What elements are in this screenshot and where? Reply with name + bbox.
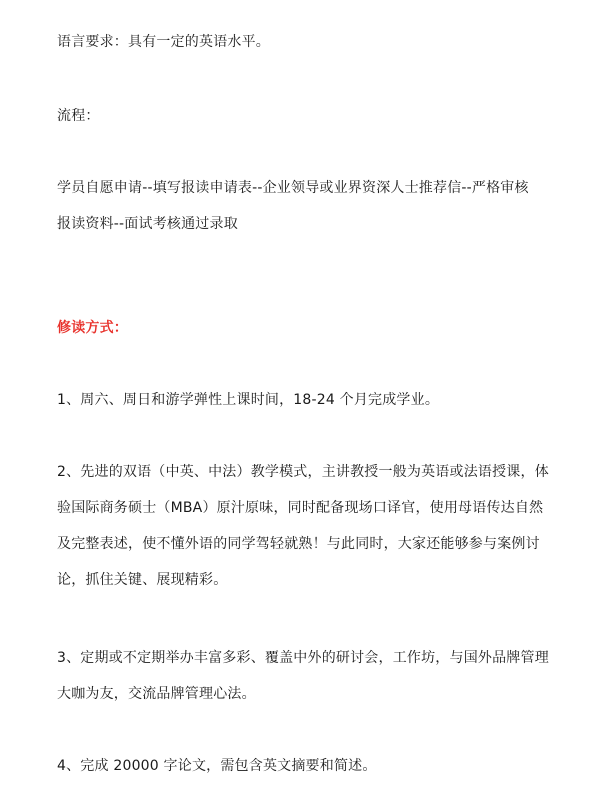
item-3-line-1: 3、定期或不定期举办丰富多彩、覆盖中外的研讨会，工作坊，与国外品牌管理 (57, 650, 549, 666)
language-requirement: 语言要求：具有一定的英语水平。 (57, 34, 270, 50)
process-line-1: 学员自愿申请--填写报读申请表--企业领导或业界资深人士推荐信--严格审核 (57, 180, 529, 196)
item-1: 1、周六、周日和游学弹性上课时间，18-24 个月完成学业。 (57, 392, 440, 408)
study-mode-heading: 修读方式： (57, 320, 128, 336)
item-2-line-1: 2、先进的双语（中英、中法）教学模式，主讲教授一般为英语或法语授课，体 (57, 464, 549, 480)
item-2-line-4: 论，抓住关键、展现精彩。 (57, 572, 228, 588)
item-2-line-2: 验国际商务硕士（MBA）原汁原味，同时配备现场口译官，使用母语传达自然 (57, 500, 544, 516)
process-line-2: 报读资料--面试考核通过录取 (57, 216, 238, 232)
process-label: 流程： (57, 108, 100, 124)
item-2-line-3: 及完整表述，使不懂外语的同学驾轻就熟！与此同时，大家还能够参与案例讨 (57, 536, 540, 552)
item-3-line-2: 大咖为友，交流品牌管理心法。 (57, 686, 256, 702)
item-4: 4、完成 20000 字论文，需包含英文摘要和简述。 (57, 758, 377, 774)
